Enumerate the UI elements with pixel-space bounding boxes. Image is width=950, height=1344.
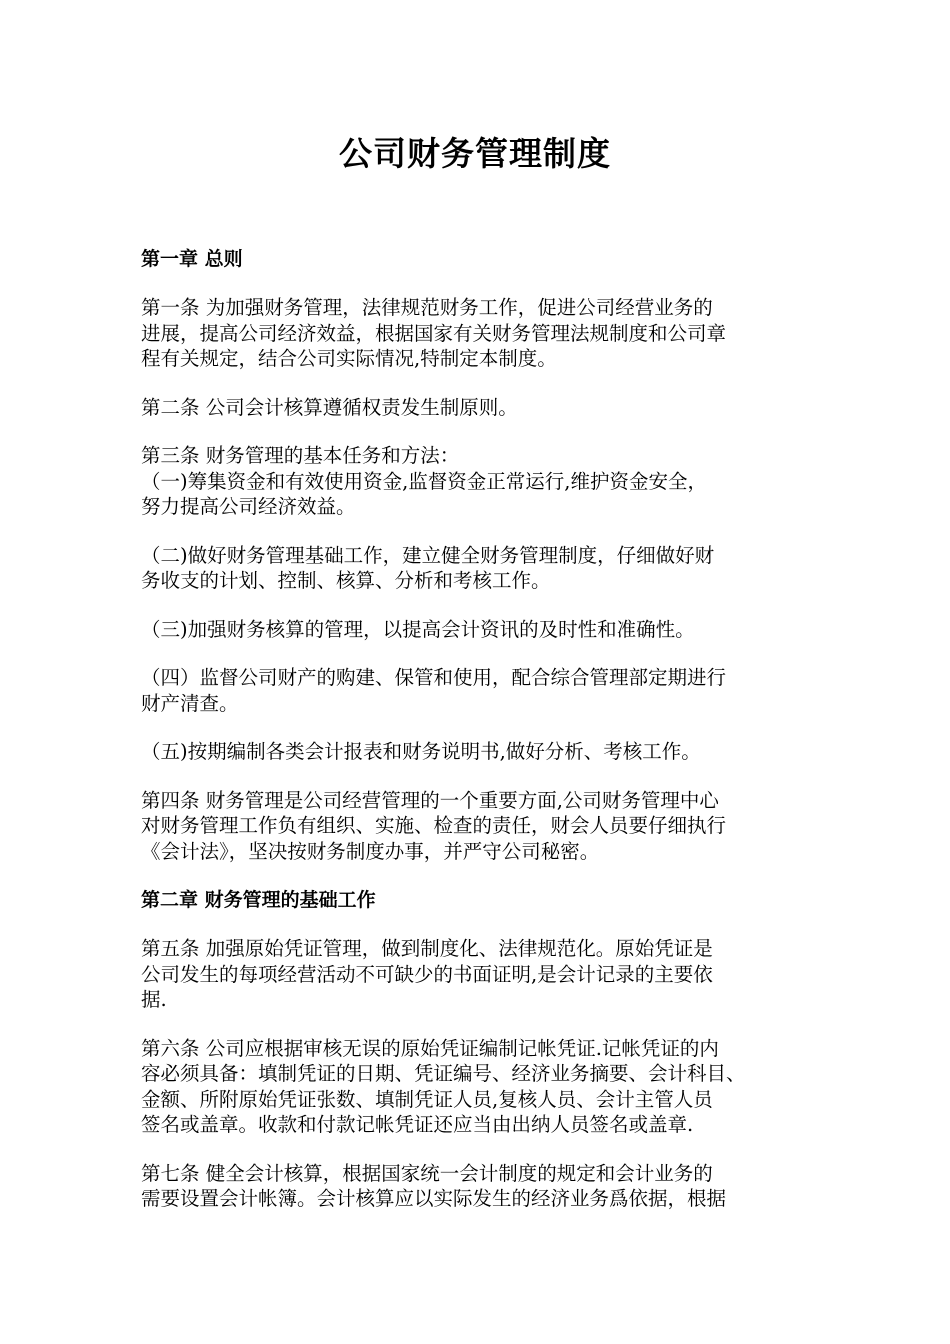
text-line: 第一条 为加强财务管理，法律规范财务工作，促进公司经营业务的 (141, 296, 713, 319)
document-body (141, 246, 841, 1212)
text-line: 金额、所附原始凭证张数、填制凭证人员,复核人员、会计主管人员 (141, 1087, 713, 1111)
text-line: 进展，提高公司经济效益，根据国家有关财务管理法规制度和公司章 (141, 321, 727, 345)
text-line: （四）监督公司财产的购建、保管和使用，配合综合管理部定期进行 (141, 666, 727, 689)
text-line: 需要设置会计帐簿。会计核算应以实际发生的经济业务爲依据，根据 (141, 1187, 727, 1210)
text-line: 第六条 公司应根据审核无误的原始凭证编制记帐凭证.记帐凭证的内 (141, 1036, 719, 1060)
article-3 (141, 443, 841, 520)
text-line: 第七条 健全会计核算，根据国家统一会计制度的规定和会计业务的 (141, 1161, 713, 1185)
text-line: 《会计法》，坚决按财务制度办事，并严守公司秘密。 (141, 839, 600, 863)
text-line: 公司发生的每项经营活动不可缺少的书面证明,是会计记录的主要依 (141, 962, 713, 986)
article-3-item-2 (141, 543, 841, 594)
text-line: 第四条 财务管理是公司经营管理的一个重要方面,公司财务管理中心 (141, 788, 719, 812)
article-7 (141, 1161, 841, 1212)
text-line: 据. (141, 988, 167, 1011)
article-1 (141, 295, 841, 372)
text-line: 容必须具备：填制凭证的日期、凭证编号、经济业务摘要、会计科目、 (141, 1062, 746, 1085)
article-2 (141, 395, 841, 421)
text-line: 第三条 财务管理的基本任务和方法： (141, 444, 460, 467)
article-3-item-4 (141, 665, 841, 716)
document-title: 公司财务管理制度 (339, 134, 611, 173)
article-6 (141, 1036, 841, 1138)
article-3-item-3 (141, 617, 841, 643)
text-line: 财产清查。 (141, 691, 239, 715)
text-line: （五)按期编制各类会计报表和财务说明书,做好分析、考核工作。 (141, 740, 701, 763)
chapter-heading: 第一章 总则 (141, 248, 243, 270)
text-line: 签名或盖章。收款和付款记帐凭证还应当由出纳人员签名或盖章. (141, 1113, 694, 1136)
text-line: 程有关规定，结合公司实际情况,特制定本制度。 (141, 347, 557, 370)
article-4 (141, 788, 841, 865)
article-3-item-5 (141, 739, 841, 765)
text-line: 第五条 加强原始凭证管理，做到制度化、法律规范化。原始凭证是 (141, 937, 713, 960)
chapter-heading: 第二章 财务管理的基础工作 (141, 889, 376, 911)
article-5 (141, 936, 841, 1013)
text-line: （二)做好财务管理基础工作，建立健全财务管理制度，仔细做好财 (141, 543, 715, 567)
text-line: 对财务管理工作负有组织、实施、检查的责任，财会人员要仔细执行 (141, 814, 727, 837)
text-line: 第二条 公司会计核算遵循权责发生制原则。 (141, 395, 518, 419)
text-line: 努力提高公司经济效益。 (141, 495, 356, 518)
text-line: （一)筹集资金和有效使用资金,监督资金正常运行,维护资金安全， (141, 469, 708, 493)
text-line: 务收支的计划、控制、核算、分析和考核工作。 (141, 569, 551, 592)
text-line: （三)加强财务核算的管理，以提高会计资讯的及时性和准确性。 (141, 617, 695, 641)
